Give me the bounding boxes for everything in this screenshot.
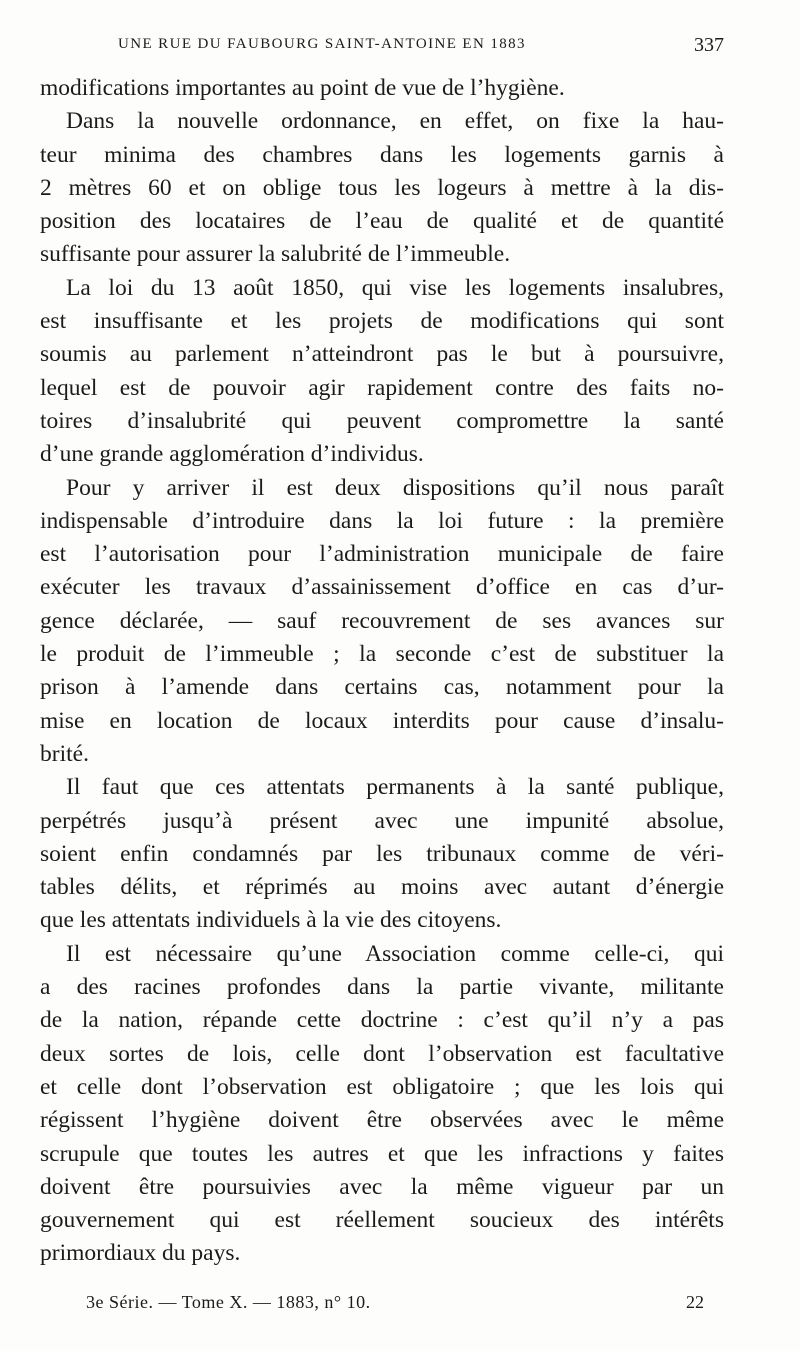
text-line: perpétrés jusqu’à présent avec une impunité absolue,	[40, 807, 724, 834]
text-line: Il est nécessaire qu’une Association comme celle-ci, qui	[66, 940, 724, 967]
paragraph	[40, 72, 724, 105]
text-line: gence déclarée, — sauf recouvrement de ses avances sur	[40, 607, 724, 634]
text-line: deux sortes de lois, celle dont l’observation est facultative	[40, 1040, 724, 1067]
text-line: Dans la nouvelle ordonnance, en effet, on fixe la hau-	[66, 108, 724, 135]
text-line: scrupule que toutes les autres et que les infractions y faites	[40, 1140, 724, 1167]
text-line: brité.	[40, 740, 89, 767]
text-line: a des racines profondes dans la partie vivante, militante	[40, 974, 724, 1001]
text-line: teur minima des chambres dans les logements garnis à	[40, 141, 724, 168]
paragraph	[40, 272, 724, 472]
running-header	[118, 34, 724, 64]
paragraph	[40, 105, 724, 271]
text-line: de la nation, répande cette doctrine : c’est qu’il n’y a pas	[40, 1007, 724, 1034]
text-line: Pour y arriver il est deux dispositions qu’il nous paraît	[66, 474, 724, 501]
text-line: et celle dont l’observation est obligatoire ; que les lois qui	[40, 1073, 724, 1100]
text-line: prison à l’amende dans certains cas, notamment pour la	[40, 674, 724, 701]
text-line: tables délits, et réprimés au moins avec autant d’énergie	[40, 874, 724, 901]
text-line: primordiaux du pays.	[40, 1240, 241, 1267]
text-line: le produit de l’immeuble ; la seconde c’est de substituer la	[40, 641, 724, 668]
page-number: 337	[694, 34, 724, 56]
text-line: est insuffisante et les projets de modifications qui sont	[40, 308, 724, 335]
text-line: soumis au parlement n’atteindront pas le but à poursuivre,	[40, 341, 724, 368]
text-line: position des locataires de l’eau de qualité et de quantité	[40, 208, 724, 235]
page-footer	[86, 1292, 704, 1320]
paragraph	[40, 938, 724, 1271]
text-line: La loi du 13 août 1850, qui vise les logements insalubres,	[66, 274, 724, 301]
text-line: soient enfin condamnés par les tribunaux comme de véri-	[40, 840, 724, 867]
running-title: UNE RUE DU FAUBOURG SAINT-ANTOINE EN 1883	[118, 36, 526, 52]
text-line: exécuter les travaux d’assainissement d’office en cas d’ur-	[40, 574, 724, 601]
text-line: doivent être poursuivies avec la même vigueur par un	[40, 1173, 724, 1200]
text-line: mise en location de locaux interdits pour cause d’insalu-	[40, 707, 724, 734]
text-line: indispensable d’introduire dans la loi future : la première	[40, 507, 724, 534]
text-line: 2 mètres 60 et on oblige tous les logeurs à mettre à la dis-	[40, 174, 724, 201]
paragraph	[40, 472, 724, 772]
text-line: toires d’insalubrité qui peuvent compromettre la santé	[40, 407, 724, 434]
series-volume-line: 3e Série. — Tome X. — 1883, n° 10.	[86, 1292, 371, 1312]
text-line: est l’autorisation pour l’administration municipale de faire	[40, 541, 724, 568]
text-line: gouvernement qui est réellement soucieux des intérêts	[40, 1207, 724, 1234]
text-line: lequel est de pouvoir agir rapidement contre des faits no-	[40, 374, 724, 401]
text-line: que les attentats individuels à la vie des citoyens.	[40, 907, 502, 934]
paragraph	[40, 771, 724, 937]
text-line: d’une grande agglomération d’individus.	[40, 441, 424, 468]
text-line: Il faut que ces attentats permanents à la santé publique,	[66, 774, 724, 801]
text-line: suffisante pour assurer la salubrité de l’immeuble.	[40, 241, 511, 268]
article-body	[40, 72, 724, 1271]
text-line: régissent l’hygiène doivent être observées avec le même	[40, 1107, 724, 1134]
signature-number: 22	[686, 1292, 704, 1312]
text-line: modifications importantes au point de vue de l’hygiène.	[40, 75, 565, 101]
